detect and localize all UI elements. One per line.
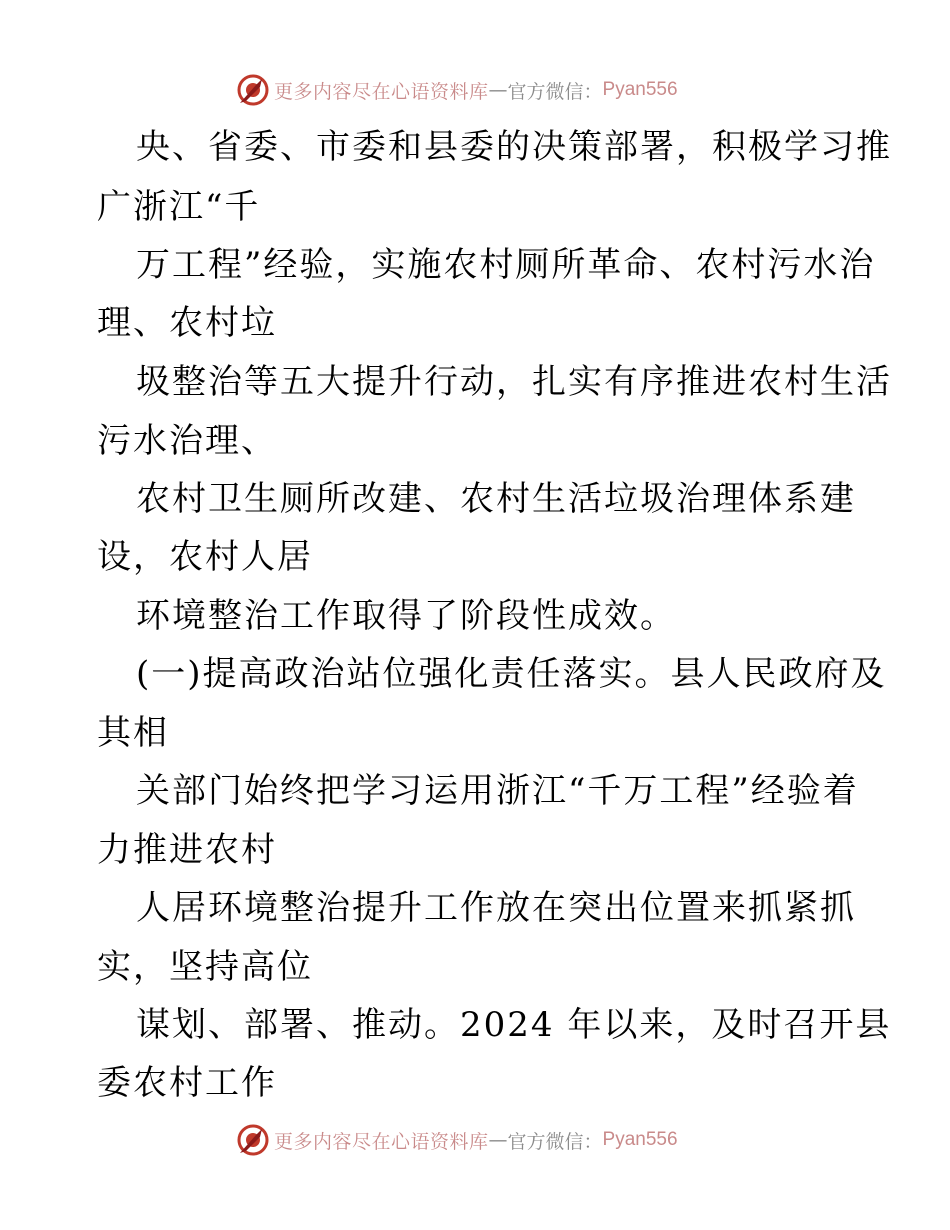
text-line: 力推进农村 (97, 830, 277, 870)
watermark-text: 更多内容尽在心语资料库 (274, 1130, 489, 1153)
text-line: 谋划、部署、推动。2024 年以来，及时召开县 (136, 1005, 892, 1045)
watermark-official-wechat-label: 官方微信： (507, 1130, 603, 1153)
section-heading-line: (一)提高政治站位强化责任落实。县人民政府及 (136, 654, 887, 694)
text-line: 广浙江“千 (97, 187, 261, 227)
text-line: 关部门始终把学习运用浙江“千万工程”经验着 (136, 771, 859, 811)
text-line: 委农村工作 (97, 1063, 277, 1103)
watermark-text: 更多内容尽在心语资料库 (274, 80, 489, 103)
text-line: 圾整治等五大提升行动，扎实有序推进农村生活 (136, 362, 892, 402)
watermark-wechat-id: Pyan556 (602, 79, 678, 100)
text-line: 万工程”经验，实施农村厕所革命、农村污水治 (136, 245, 876, 285)
watermark-wechat-id: Pyan556 (602, 1129, 678, 1150)
watermark-footer (236, 1122, 678, 1158)
text-line: 设，农村人居 (97, 537, 313, 577)
feather-pen-seal-icon (236, 73, 270, 107)
text-line: 实，坚持高位 (97, 947, 313, 987)
text-line: 农村卫生厕所改建、农村生活垃圾治理体系建 (136, 479, 856, 519)
watermark-official-wechat-label: 官方微信： (507, 80, 603, 103)
text-line: 央、省委、市委和县委的决策部署，积极学习推 (136, 127, 892, 167)
text-line: 人居环境整治提升工作放在突出位置来抓紧抓 (136, 888, 856, 928)
feather-pen-seal-icon (236, 1123, 270, 1157)
text-line: 污水治理、 (97, 421, 277, 461)
watermark-separator: — (488, 79, 508, 101)
watermark-header (236, 72, 678, 108)
text-line: 理、农村垃 (97, 303, 277, 343)
watermark-separator: — (488, 1129, 508, 1151)
text-line: 环境整治工作取得了阶段性成效。 (136, 596, 676, 636)
text-line: 其相 (97, 713, 169, 753)
